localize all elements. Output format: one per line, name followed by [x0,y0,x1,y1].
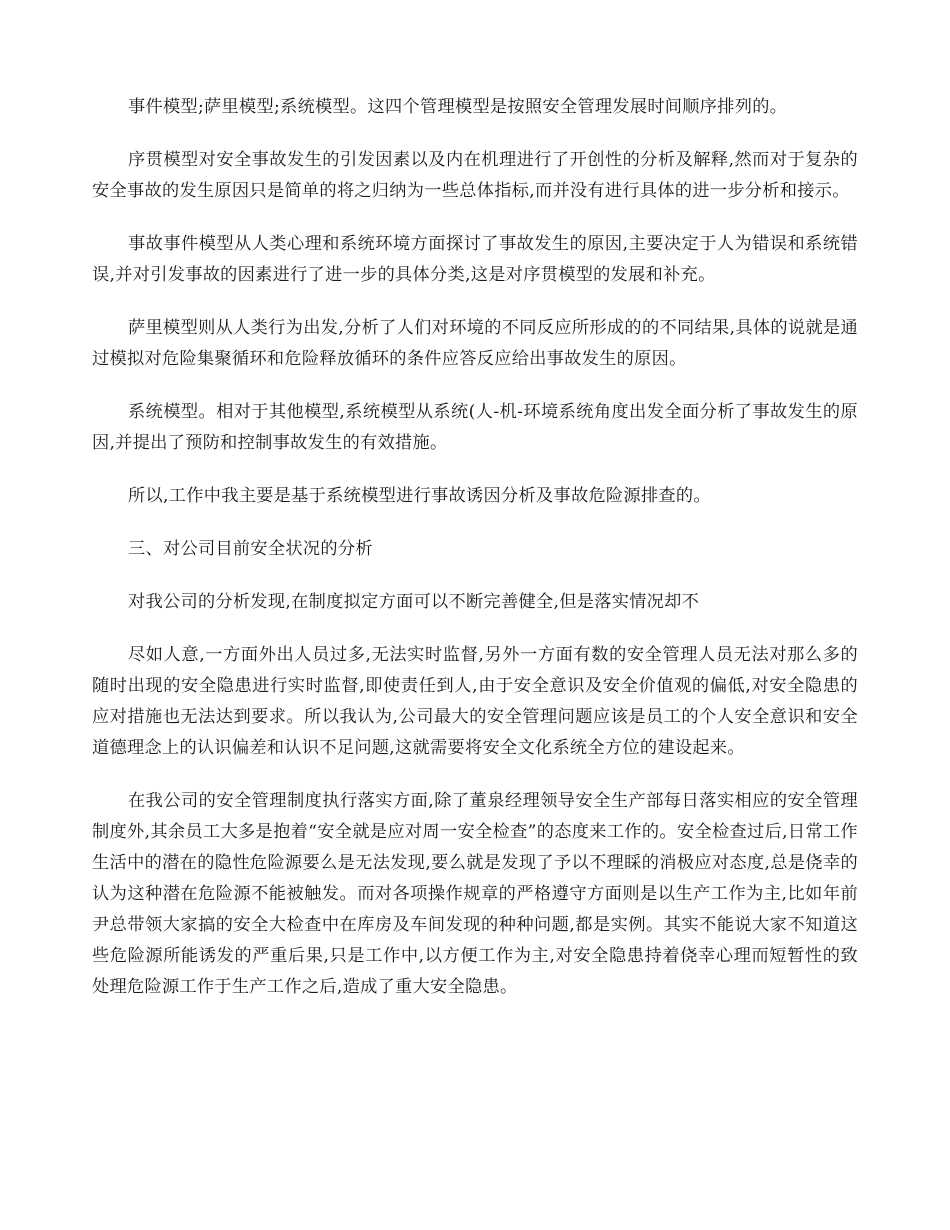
paragraph-8: 尽如人意,一方面外出人员过多,无法实时监督,另外一方面有数的安全管理人员无法对那么多的随时出现的安全隐患进行实时监督,即使责任到人,由于安全意识及安全价值观的偏低,对安全隐患的应对措施也无法达到要求。所以我认为,公司最大的安全管理问题应该是员工的个人安全意识和安全道德理念上的认识偏差和认识不足问题,这就需要将安全文化系统全方位的建设起来。 [92,645,858,758]
paragraph-gap [92,565,858,587]
paragraph-gap [92,123,858,145]
paragraph-gap [92,618,858,640]
paragraph-gap [92,375,858,397]
paragraph-gap [92,459,858,481]
paragraph-gap [92,512,858,534]
paragraph-9: 在我公司的安全管理制度执行落实方面,除了董泉经理领导安全生产部每日落实相应的安全管理制度外,其余员工大多是抱着“安全就是应对周一安全检查”的态度来工作的。安全检查过后,日常工作生活中的潜在的隐性危险源要么是无法发现,要么就是发现了予以不理睬的消极应对态度,总是侥幸的认为这种潜在危险源不能被触发。而对各项操作规章的严格遵守方面则是以生产工作为主,比如年前尹总带领大家搞的安全大检查中在库房及车间发现的种种问题,都是实例。其实不能说大家不知道这些危险源所能诱发的严重后果,只是工作中,以方便工作为主,对安全隐患持着侥幸心理而短暂性的致处理危险源工作于生产工作之后,造成了重大安全隐患。 [92,791,858,997]
paragraph-gap [92,291,858,313]
paragraph-2: 序贯模型对安全事故发生的引发因素以及内在机理进行了开创性的分析及解释,然而对于复杂的安全事故的发生原因只是简单的将之归纳为一些总体指标,而并没有进行具体的进一步分析和接示。 [92,150,858,201]
paragraph-4: 萨里模型则从人类行为出发,分析了人们对环境的不同反应所形成的的不同结果,具体的说就是通过模拟对危险集聚循环和危险释放循环的条件应答反应给出事故发生的原因。 [92,318,858,369]
paragraph-gap [92,207,858,229]
paragraph-3: 事故事件模型从人类心理和系统环境方面探讨了事故发生的原因,主要决定于人为错误和系统错误,并对引发事故的因素进行了进一步的具体分类,这是对序贯模型的发展和补充。 [92,234,858,285]
paragraph-gap [92,764,858,786]
section-heading: 三、对公司目前安全状况的分析 [128,539,373,559]
paragraph-7: 对我公司的分析发现,在制度拟定方面可以不断完善健全,但是落实情况却不 [128,592,700,612]
paragraph-1: 事件模型;萨里模型;系统模型。这四个管理模型是按照安全管理发展时间顺序排列的。 [128,97,788,117]
paragraph-6: 所以,工作中我主要是基于系统模型进行事故诱因分析及事故危险源排查的。 [128,486,711,506]
paragraph-5: 系统模型。相对于其他模型,系统模型从系统(人-机-环境系统角度出发全面分析了事故发生的原因,并提出了预防和控制事故发生的有效措施。 [92,402,858,453]
